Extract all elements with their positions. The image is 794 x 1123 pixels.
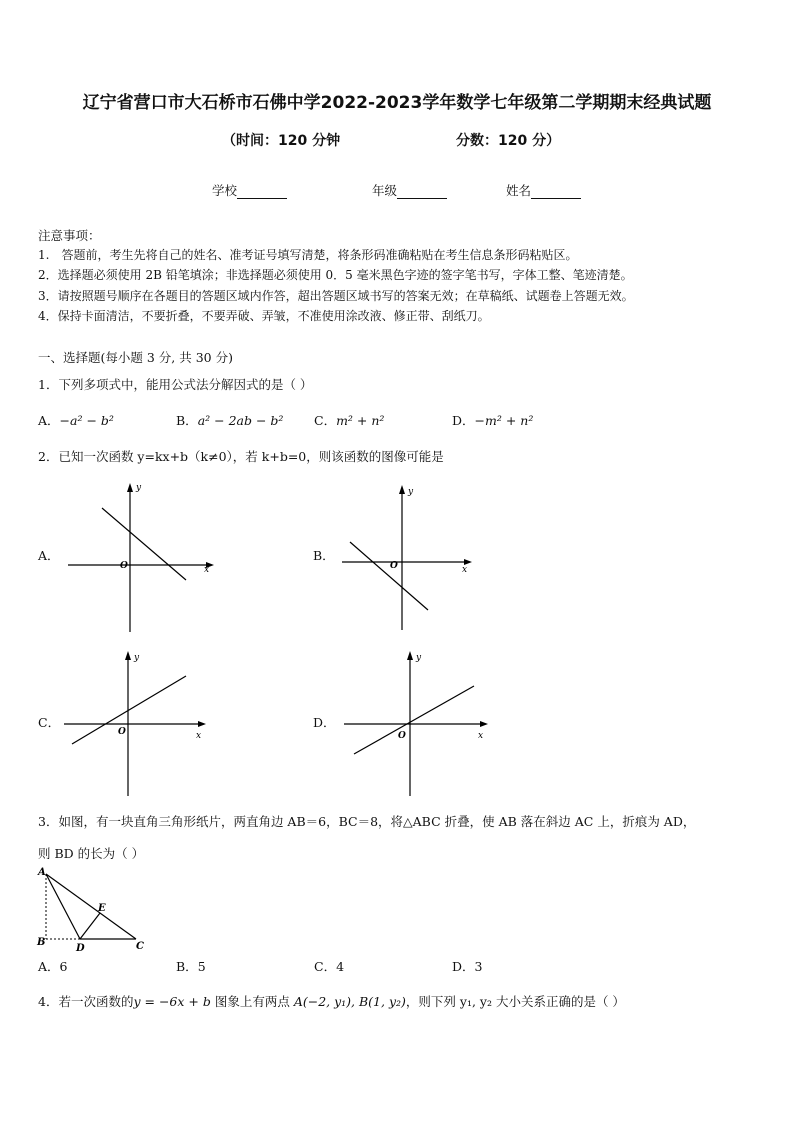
question-1-option-c[interactable] — [314, 411, 384, 429]
question-4-function: y = −6x + b — [133, 994, 211, 1009]
question-4-mid: 图象上有两点 — [210, 994, 294, 1009]
note-item: 1. 答题前，考生先将自己的姓名、准考证号填写清楚，将条形码准确粘贴在考生信息条形码粘贴区。 — [38, 248, 578, 262]
option-label: D． — [452, 413, 475, 428]
point-e-label: E — [98, 903, 106, 914]
question-1-option-d[interactable] — [452, 411, 533, 429]
school-blank — [237, 185, 287, 199]
school-label: 学校 — [212, 183, 238, 198]
question-4-points: A(−2, y₁), B(1, y₂) — [293, 994, 406, 1009]
option-label: C． — [314, 959, 337, 974]
question-3-option-a[interactable] — [38, 957, 67, 975]
x-axis-label: x — [196, 731, 202, 741]
x-axis-label: x — [204, 565, 210, 575]
grade-field — [372, 181, 447, 199]
exam-time: （时间：120 分钟 — [222, 133, 341, 149]
option-value: 3 — [474, 959, 483, 974]
question-2-option-a-label[interactable]: A． — [38, 548, 60, 563]
y-axis-label: y — [134, 653, 140, 663]
option-expr: −m² + n² — [474, 413, 534, 428]
option-expr: −a² − b² — [59, 413, 114, 428]
question-2-graph-d — [340, 648, 492, 798]
note-item: 2．选择题必须使用 2B 铅笔填涂；非选择题必须使用 0．5 毫米黑色字迹的签字笔书写，字体工整、笔迹清楚。 — [38, 268, 633, 282]
option-value: 6 — [59, 959, 68, 974]
notes-title: 注意事项： — [38, 228, 101, 243]
question-1-option-a[interactable] — [38, 411, 114, 429]
vertex-c-label: C — [136, 941, 144, 952]
option-label: A． — [38, 959, 60, 974]
question-2-graph-a — [58, 480, 218, 635]
x-axis-label: x — [478, 731, 484, 741]
question-3-stem-line2: 则 BD 的长为（ ） — [38, 846, 145, 861]
origin-label: O — [118, 727, 126, 737]
option-label: B． — [176, 413, 198, 428]
question-3-triangle-figure — [34, 864, 152, 954]
question-2-graph-b — [338, 482, 478, 632]
question-3-option-d[interactable] — [452, 957, 482, 975]
y-axis-label: y — [136, 483, 142, 493]
question-1-stem: 1．下列多项式中，能用公式法分解因式的是（ ） — [38, 377, 313, 392]
question-3-option-b[interactable] — [176, 957, 206, 975]
question-2-option-b-label[interactable]: B． — [313, 548, 335, 563]
question-2-option-c-label[interactable]: C． — [38, 715, 61, 730]
point-d-label: D — [76, 943, 85, 954]
exam-score: 分数：120 分） — [456, 133, 561, 149]
origin-label: O — [390, 561, 398, 571]
origin-label: O — [120, 561, 128, 571]
question-4-stem — [38, 992, 625, 1010]
question-2-option-d-label[interactable]: D． — [313, 715, 336, 730]
name-label: 姓名 — [506, 183, 532, 198]
option-label: A． — [38, 413, 60, 428]
vertex-a-label: A — [38, 867, 46, 878]
question-3-stem-line1: 3．如图，有一块直角三角形纸片，两直角边 AB＝6，BC＝8，将△ABC 折叠，使 AB 落在斜边 AC 上，折痕为 AD， — [38, 814, 696, 829]
name-blank — [531, 185, 581, 199]
school-field — [212, 181, 287, 199]
option-label: B． — [176, 959, 198, 974]
question-2-graph-c — [62, 648, 212, 798]
option-value: 4 — [336, 959, 345, 974]
option-label: C． — [314, 413, 337, 428]
vertex-b-label: B — [37, 937, 46, 948]
section-heading: 一、选择题(每小题 3 分, 共 30 分) — [38, 350, 233, 365]
option-label: D． — [452, 959, 475, 974]
grade-label: 年级 — [372, 183, 398, 198]
option-expr: m² + n² — [336, 413, 385, 428]
question-1-option-b[interactable] — [176, 411, 283, 429]
option-value: 5 — [197, 959, 206, 974]
y-axis-label: y — [408, 487, 414, 497]
question-4-suffix: ，则下列 y₁, y₂ 大小关系正确的是（ ） — [405, 994, 625, 1009]
option-expr: a² − 2ab − b² — [197, 413, 284, 428]
note-item: 3．请按照题号顺序在各题目的答题区域内作答，超出答题区域书写的答案无效；在草稿纸、试题卷上答题无效。 — [38, 289, 634, 303]
origin-label: O — [398, 731, 406, 741]
x-axis-label: x — [462, 565, 468, 575]
question-4-prefix: 4．若一次函数的 — [38, 994, 134, 1009]
note-item: 4．保持卡面清洁，不要折叠，不要弄破、弄皱，不准使用涂改液、修正带、刮纸刀。 — [38, 309, 490, 323]
exam-title: 辽宁省营口市大石桥市石佛中学2022-2023学年数学七年级第二学期期末经典试题 — [82, 93, 712, 113]
question-2-stem: 2．已知一次函数 y=kx+b（k≠0），若 k+b=0，则该函数的图像可能是 — [38, 449, 444, 464]
name-field — [506, 181, 581, 199]
question-3-option-c[interactable] — [314, 957, 344, 975]
y-axis-label: y — [416, 653, 422, 663]
grade-blank — [397, 185, 447, 199]
